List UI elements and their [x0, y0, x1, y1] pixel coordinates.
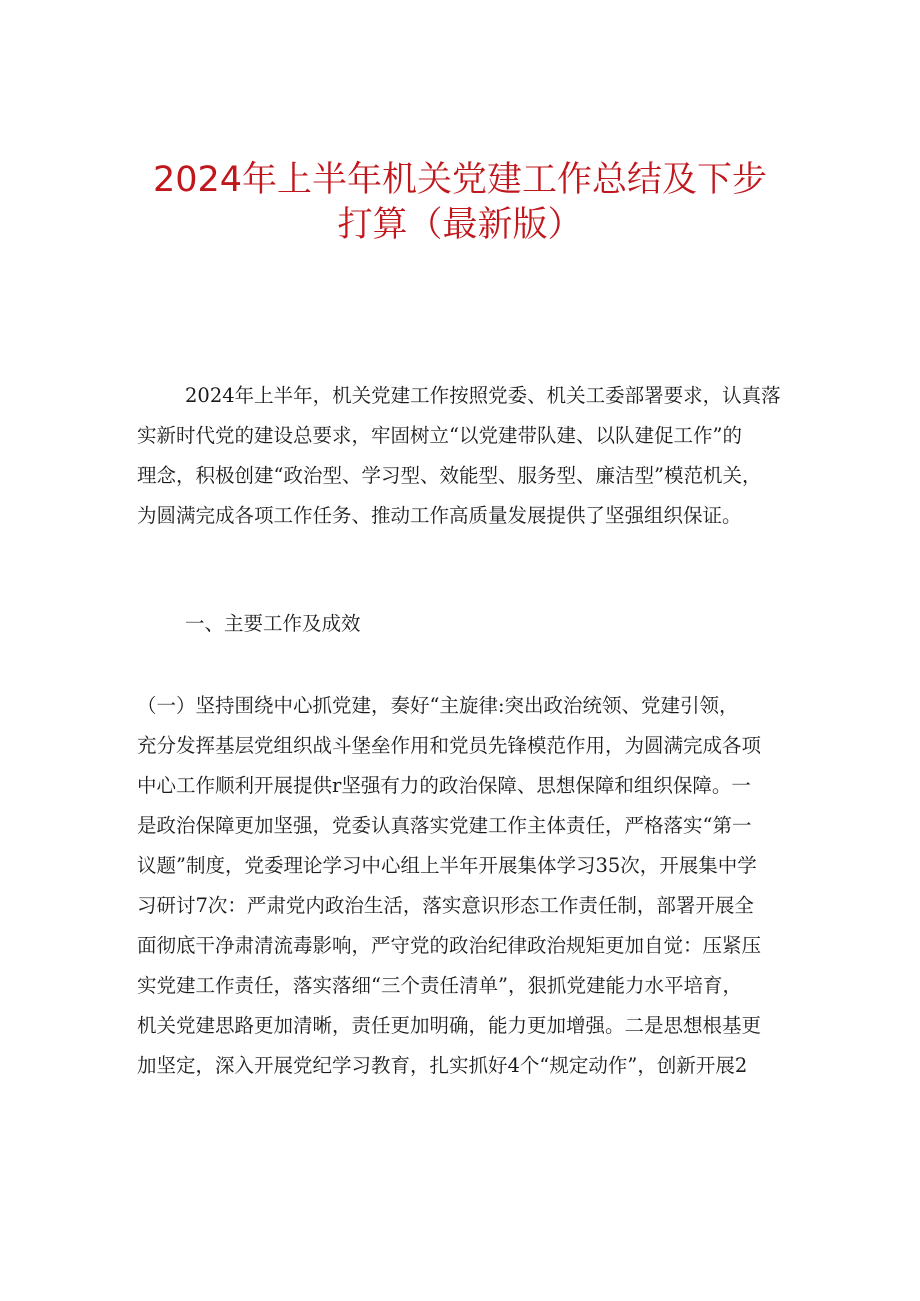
title-line-2: 打算（最新版） — [337, 205, 583, 245]
paragraph-line: 实新时代党的建设总要求，牢固树立“以党建带队建、以队建促工作”的 — [137, 424, 742, 447]
paragraph-line: 中心工作顺利开展提供r坚强有力的政治保障、思想保障和组织保障。一 — [137, 774, 751, 797]
subsection-paragraph — [137, 686, 787, 1086]
paragraph-line: 机关党建思路更加清晰，责任更加明确，能力更加增强。二是思想根基更 — [137, 1014, 762, 1037]
title-line-1: 2024年上半年机关党建工作总结及下步 — [152, 160, 768, 200]
section-heading — [137, 604, 787, 644]
document-title — [100, 158, 820, 248]
paragraph-line: 为圆满完成各项工作任务、推动工作高质量发展提供了坚强组织保证。 — [137, 504, 742, 527]
paragraph-line: 充分发挥基层党组织战斗堡垒作用和党员先锋模范作用，为圆满完成各项 — [137, 734, 762, 757]
paragraph-line: （一）坚持围绕中心抓党建，奏好“主旋律:突出政治统领、党建引领， — [137, 694, 739, 717]
paragraph-line: 习研讨7次：严肃党内政治生活，落实意识形态工作责任制，部署开展全 — [137, 894, 754, 917]
paragraph-line: 理念，积极创建“政治型、学习型、效能型、服务型、廉洁型”模范机关， — [137, 464, 762, 487]
paragraph-line: 议题”制度，党委理论学习中心组上半年开展集体学习35次，开展集中学 — [137, 854, 757, 877]
intro-paragraph — [137, 376, 787, 536]
paragraph-line: 2024年上半年，机关党建工作按照党委、机关工委部署要求，认真落 — [185, 384, 781, 407]
paragraph-line: 是政治保障更加坚强，党委认真落实党建工作主体责任，严格落实“第一 — [137, 814, 752, 837]
paragraph-line: 加坚定，深入开展党纪学习教育，扎实抓好4个“规定动作”，创新开展2 — [137, 1054, 748, 1077]
section-heading-text: 一、主要工作及成效 — [185, 612, 361, 635]
paragraph-line: 实党建工作责任，落实落细“三个责任清单”，狠抓党建能力水平培育， — [137, 974, 742, 997]
paragraph-line: 面彻底干净肃清流毒影响，严守党的政治纪律政治规矩更加自觉：压紧压 — [137, 934, 762, 957]
